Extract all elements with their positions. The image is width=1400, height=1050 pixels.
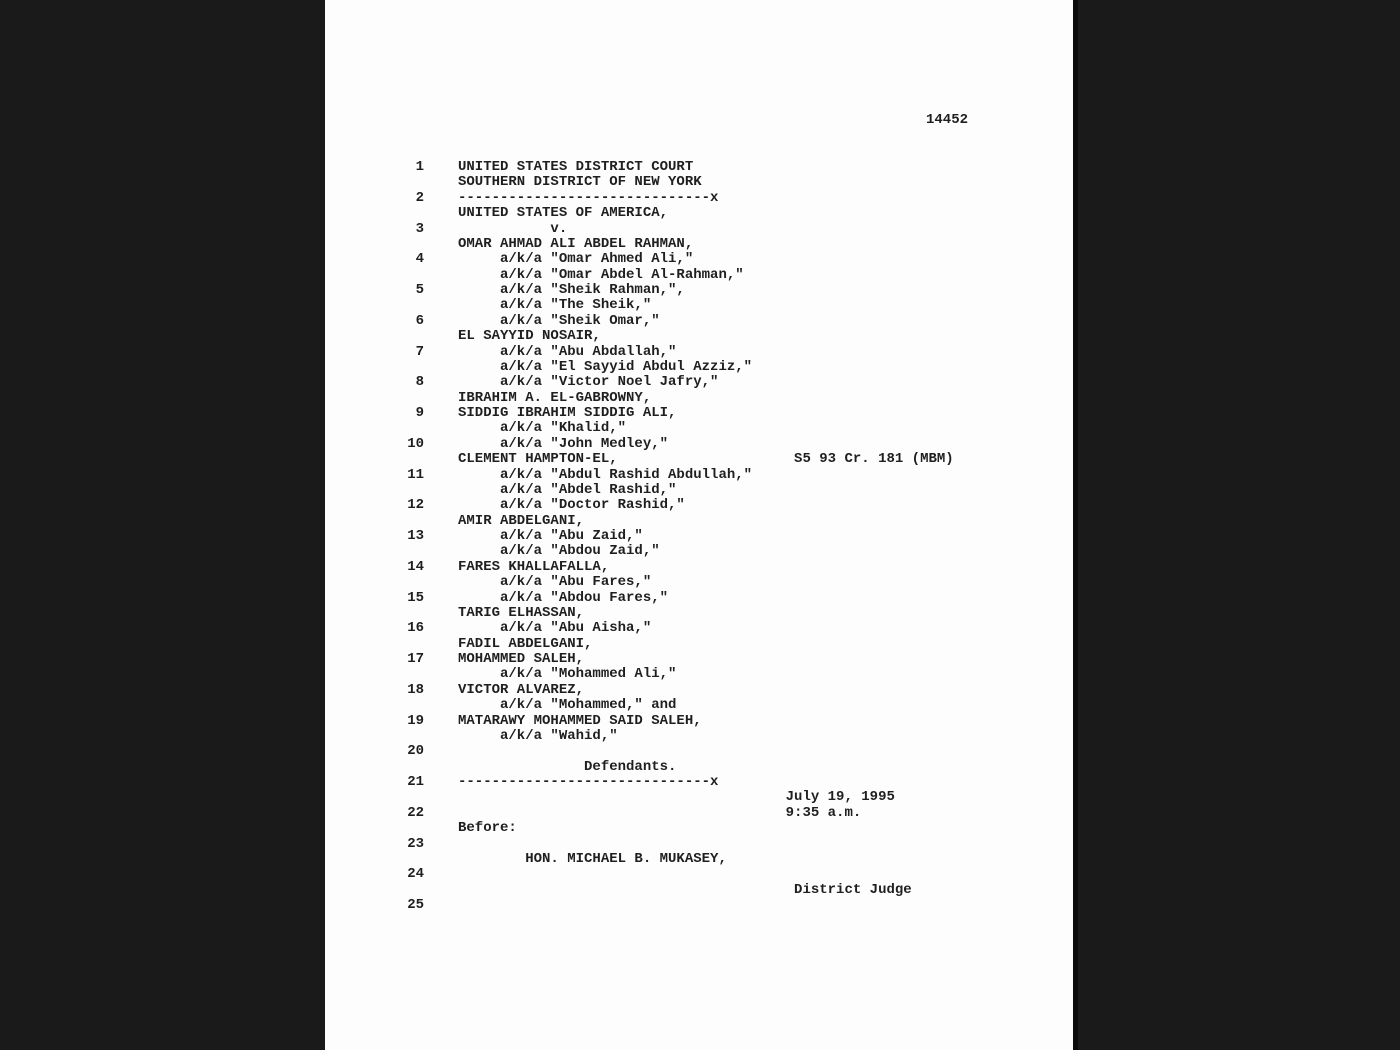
line-text: a/k/a "Khalid,"	[458, 420, 627, 437]
transcript-row	[325, 790, 1073, 805]
line-text: HON. MICHAEL B. MUKASEY,	[458, 850, 727, 867]
transcript-row	[325, 468, 1073, 483]
transcript-row	[325, 821, 1073, 836]
transcript-row	[325, 437, 1073, 452]
transcript-row	[325, 206, 1073, 221]
line-text: a/k/a "Abu Aisha,"	[458, 620, 652, 637]
line-text: CLEMENT HAMPTON-EL, S5 93 Cr. 181 (MBM)	[458, 451, 954, 468]
transcript-row	[325, 544, 1073, 559]
transcript-row	[325, 575, 1073, 590]
line-text: a/k/a "John Medley,"	[458, 435, 669, 452]
line-number	[325, 698, 424, 713]
line-number: 25	[407, 897, 424, 913]
line-text: FADIL ABDELGANI,	[458, 635, 593, 652]
transcript-row	[325, 252, 1073, 267]
line-number	[325, 821, 424, 836]
line-number: 23	[407, 835, 424, 852]
line-text: MATARAWY MOHAMMED SAID SALEH,	[458, 712, 702, 729]
line-text: Before:	[458, 820, 517, 837]
line-text: v.	[458, 220, 568, 237]
line-text: a/k/a "Abdel Rashid,"	[458, 481, 677, 498]
line-text: a/k/a "The Sheik,"	[458, 297, 652, 314]
line-number	[325, 206, 424, 221]
line-text: a/k/a "Abdou Zaid,"	[458, 543, 660, 560]
transcript-row	[325, 160, 1073, 175]
line-number: 10	[407, 435, 424, 452]
transcript-row	[325, 191, 1073, 206]
transcript-row	[325, 744, 1073, 759]
transcript-row	[325, 714, 1073, 729]
line-number	[325, 883, 424, 898]
line-number	[325, 760, 424, 775]
line-number	[325, 544, 424, 559]
line-text: a/k/a "Abdul Rashid Abdullah,"	[458, 466, 753, 483]
transcript-row	[325, 283, 1073, 298]
line-text: a/k/a "Mohammed," and	[458, 697, 677, 714]
line-text: a/k/a "Abu Abdallah,"	[458, 343, 677, 360]
line-text: AMIR ABDELGANI,	[458, 512, 585, 529]
line-number	[325, 852, 424, 867]
line-number: 15	[407, 589, 424, 606]
line-number	[325, 175, 424, 190]
line-number: 7	[415, 343, 424, 360]
line-text: 9:35 a.m.	[458, 804, 862, 821]
line-text: Defendants.	[458, 758, 677, 775]
line-text: a/k/a "Wahid,"	[458, 727, 618, 744]
line-number	[325, 298, 424, 313]
transcript-row	[325, 498, 1073, 513]
line-number	[325, 360, 424, 375]
transcript-row	[325, 867, 1073, 882]
line-number: 11	[407, 466, 424, 483]
line-number: 1	[415, 159, 424, 175]
line-number: 5	[415, 282, 424, 298]
line-number	[325, 637, 424, 652]
transcript-row	[325, 898, 1073, 913]
line-text: ------------------------------x	[458, 189, 719, 206]
line-text: VICTOR ALVAREZ,	[458, 681, 585, 698]
line-number: 20	[407, 743, 424, 760]
transcript-row	[325, 268, 1073, 283]
transcript-row	[325, 314, 1073, 329]
transcript-row	[325, 222, 1073, 237]
line-number	[325, 237, 424, 252]
transcript-row	[325, 729, 1073, 744]
transcript-row	[325, 483, 1073, 498]
transcript-row	[325, 452, 1073, 467]
line-text: a/k/a "Victor Noel Jafry,"	[458, 374, 719, 391]
line-text: a/k/a "Abu Zaid,"	[458, 528, 643, 544]
line-text: FARES KHALLAFALLA,	[458, 558, 610, 575]
line-number: 14	[407, 558, 424, 575]
line-text: MOHAMMED SALEH,	[458, 651, 585, 667]
transcript-row	[325, 514, 1073, 529]
line-number: 21	[407, 774, 424, 790]
line-text: a/k/a "Sheik Rahman,",	[458, 282, 685, 298]
line-number	[325, 421, 424, 436]
transcript-row	[325, 637, 1073, 652]
line-text: a/k/a "Omar Ahmed Ali,"	[458, 251, 694, 268]
line-text: OMAR AHMAD ALI ABDEL RAHMAN,	[458, 235, 694, 252]
line-text: District Judge	[458, 881, 912, 898]
page-edge-shadow	[1073, 0, 1078, 1050]
line-text: a/k/a "El Sayyid Abdul Azziz,"	[458, 358, 753, 375]
transcript-row	[325, 591, 1073, 606]
transcript-body	[325, 160, 1073, 913]
transcript-row	[325, 406, 1073, 421]
line-text: SOUTHERN DISTRICT OF NEW YORK	[458, 174, 702, 191]
line-text: a/k/a "Doctor Rashid,"	[458, 497, 685, 514]
line-text: UNITED STATES DISTRICT COURT	[458, 159, 694, 175]
line-number	[325, 606, 424, 621]
line-number	[325, 329, 424, 344]
line-number	[325, 790, 424, 805]
line-number: 9	[415, 405, 424, 421]
line-number	[325, 268, 424, 283]
transcript-row	[325, 606, 1073, 621]
line-number	[325, 391, 424, 406]
transcript-row	[325, 806, 1073, 821]
line-number: 6	[415, 312, 424, 329]
line-number	[325, 514, 424, 529]
transcript-row	[325, 391, 1073, 406]
transcript-row	[325, 375, 1073, 390]
line-number	[325, 483, 424, 498]
line-number: 22	[407, 804, 424, 821]
line-number: 4	[415, 251, 424, 268]
line-number: 3	[415, 220, 424, 237]
line-text: SIDDIG IBRAHIM SIDDIG ALI,	[458, 405, 677, 421]
line-text: a/k/a "Abu Fares,"	[458, 574, 652, 591]
line-number: 16	[407, 620, 424, 637]
line-text: IBRAHIM A. EL-GABROWNY,	[458, 389, 652, 406]
line-text: a/k/a "Omar Abdel Al-Rahman,"	[458, 266, 744, 283]
transcript-row	[325, 175, 1073, 190]
transcript-row	[325, 852, 1073, 867]
transcript-row	[325, 698, 1073, 713]
line-number: 8	[415, 374, 424, 391]
line-number: 19	[407, 712, 424, 729]
line-text: UNITED STATES OF AMERICA,	[458, 205, 669, 222]
transcript-row	[325, 360, 1073, 375]
transcript-row	[325, 345, 1073, 360]
line-number: 18	[407, 681, 424, 698]
transcript-row	[325, 621, 1073, 636]
transcript-row	[325, 529, 1073, 544]
line-number	[325, 667, 424, 682]
line-number	[325, 452, 424, 467]
line-number: 24	[407, 866, 424, 883]
transcript-row	[325, 421, 1073, 436]
line-text: a/k/a "Sheik Omar,"	[458, 312, 660, 329]
transcript-row	[325, 837, 1073, 852]
transcript-row	[325, 237, 1073, 252]
transcript-row	[325, 560, 1073, 575]
line-number: 13	[407, 528, 424, 544]
line-number	[325, 729, 424, 744]
line-text: TARIG ELHASSAN,	[458, 604, 585, 621]
transcript-row	[325, 683, 1073, 698]
line-number: 12	[407, 497, 424, 514]
line-number: 2	[415, 189, 424, 206]
line-number	[325, 575, 424, 590]
transcript-row	[325, 775, 1073, 790]
line-text: July 19, 1995	[458, 789, 895, 806]
line-text: a/k/a "Abdou Fares,"	[458, 589, 669, 606]
transcript-row	[325, 298, 1073, 313]
line-text: ------------------------------x	[458, 774, 719, 790]
document-page	[325, 0, 1073, 1050]
line-text: a/k/a "Mohammed Ali,"	[458, 666, 677, 683]
line-number: 17	[407, 651, 424, 667]
transcript-row	[325, 652, 1073, 667]
transcript-row	[325, 760, 1073, 775]
transcript-row	[325, 883, 1073, 898]
page-number: 14452	[926, 112, 969, 128]
line-text: EL SAYYID NOSAIR,	[458, 328, 601, 345]
transcript-row	[325, 329, 1073, 344]
transcript-row	[325, 667, 1073, 682]
